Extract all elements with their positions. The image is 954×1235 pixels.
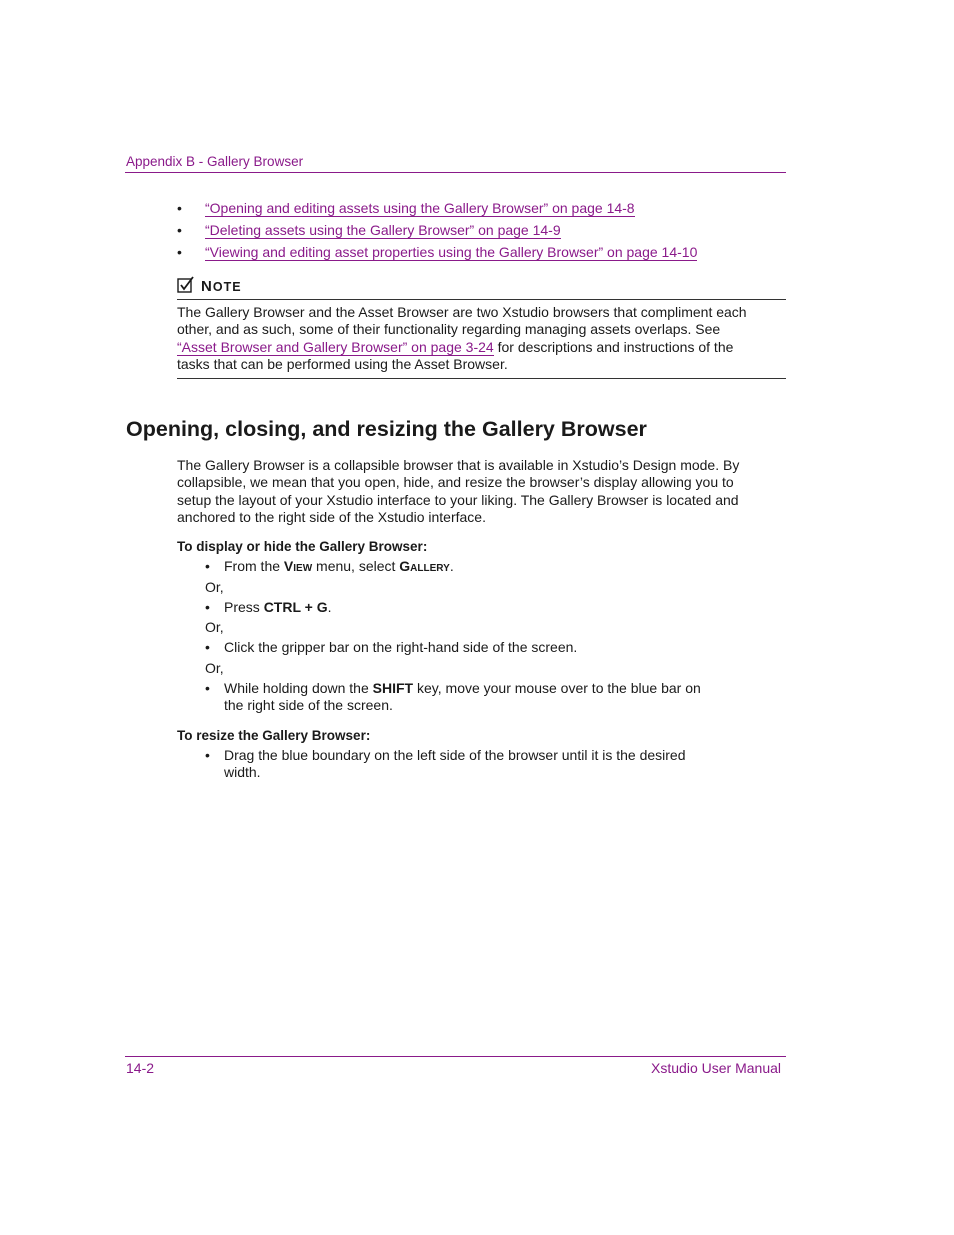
step-item: • From the View menu, select Gallery.	[205, 558, 454, 574]
procedure-title-display: To display or hide the Gallery Browser:	[177, 539, 428, 554]
footer-rule	[125, 1056, 786, 1057]
step-item: • Press CTRL + G.	[205, 599, 332, 615]
intro-paragraph: The Gallery Browser is a collapsible browser that is available in Xstudio’s Design mode. By collapsible, we mean that you open, hide, and resize the browser’s display allowing you to setup the layout of your Xstudio interface to your liking. The Gallery Browser is located and anchored to the right side of the Xstudio interface.	[177, 457, 740, 525]
note-bottom-rule	[177, 378, 786, 379]
shortcut-key: CTRL + G	[263, 599, 328, 615]
menu-name-view: View	[283, 558, 313, 574]
link-opening-editing-assets[interactable]: “Opening and editing assets using the Gallery Browser” on page 14-8	[205, 200, 635, 216]
or-text: Or,	[205, 619, 224, 635]
section-heading: Opening, closing, and resizing the Gallery Browser	[126, 417, 647, 441]
link-asset-browser[interactable]: “Asset Browser and Gallery Browser” on page 3-24	[177, 338, 494, 355]
or-text: Or,	[205, 660, 224, 676]
step-item: • While holding down the SHIFT key, move your mouse over to the blue bar on the right side of the screen.	[205, 680, 701, 714]
step-item: • Drag the blue boundary on the left side of the browser until it is the desired width.	[205, 747, 686, 781]
checkbox-check-icon	[177, 276, 195, 294]
running-header: Appendix B - Gallery Browser	[126, 154, 304, 169]
related-links-list	[177, 199, 697, 265]
manual-title: Xstudio User Manual	[651, 1060, 781, 1076]
procedure-title-resize: To resize the Gallery Browser:	[177, 728, 371, 743]
link-deleting-assets[interactable]: “Deleting assets using the Gallery Browser” on page 14-9	[205, 222, 561, 238]
link-viewing-editing-properties[interactable]: “Viewing and editing asset properties using the Gallery Browser” on page 14-10	[205, 244, 698, 260]
note-label-rest: OTE	[212, 280, 242, 294]
note-body: The Gallery Browser and the Asset Browser are two Xstudio browsers that compliment each other, and as such, some of their functionality regarding managing assets overlaps. See “Asset Browser and Gallery Browser” on page 3-24 for descriptions and instructions of the tasks that can be performed using the Asset Browser.	[177, 304, 747, 372]
note-top-rule	[177, 299, 786, 300]
header-rule	[125, 172, 786, 173]
page-number: 14-2	[126, 1060, 155, 1076]
list-item: • “Viewing and editing asset properties using the Gallery Browser” on page 14-10	[177, 244, 698, 260]
or-text: Or,	[205, 579, 224, 595]
menu-item-gallery: Gallery	[399, 558, 450, 574]
list-item: • “Deleting assets using the Gallery Browser” on page 14-9	[177, 222, 561, 238]
note-label-first: N	[201, 278, 213, 295]
step-item: • Click the gripper bar on the right-hand side of the screen.	[205, 639, 578, 655]
note-heading	[177, 276, 242, 295]
shift-key: SHIFT	[372, 680, 414, 696]
list-item: • “Opening and editing assets using the Gallery Browser” on page 14-8	[177, 200, 635, 216]
